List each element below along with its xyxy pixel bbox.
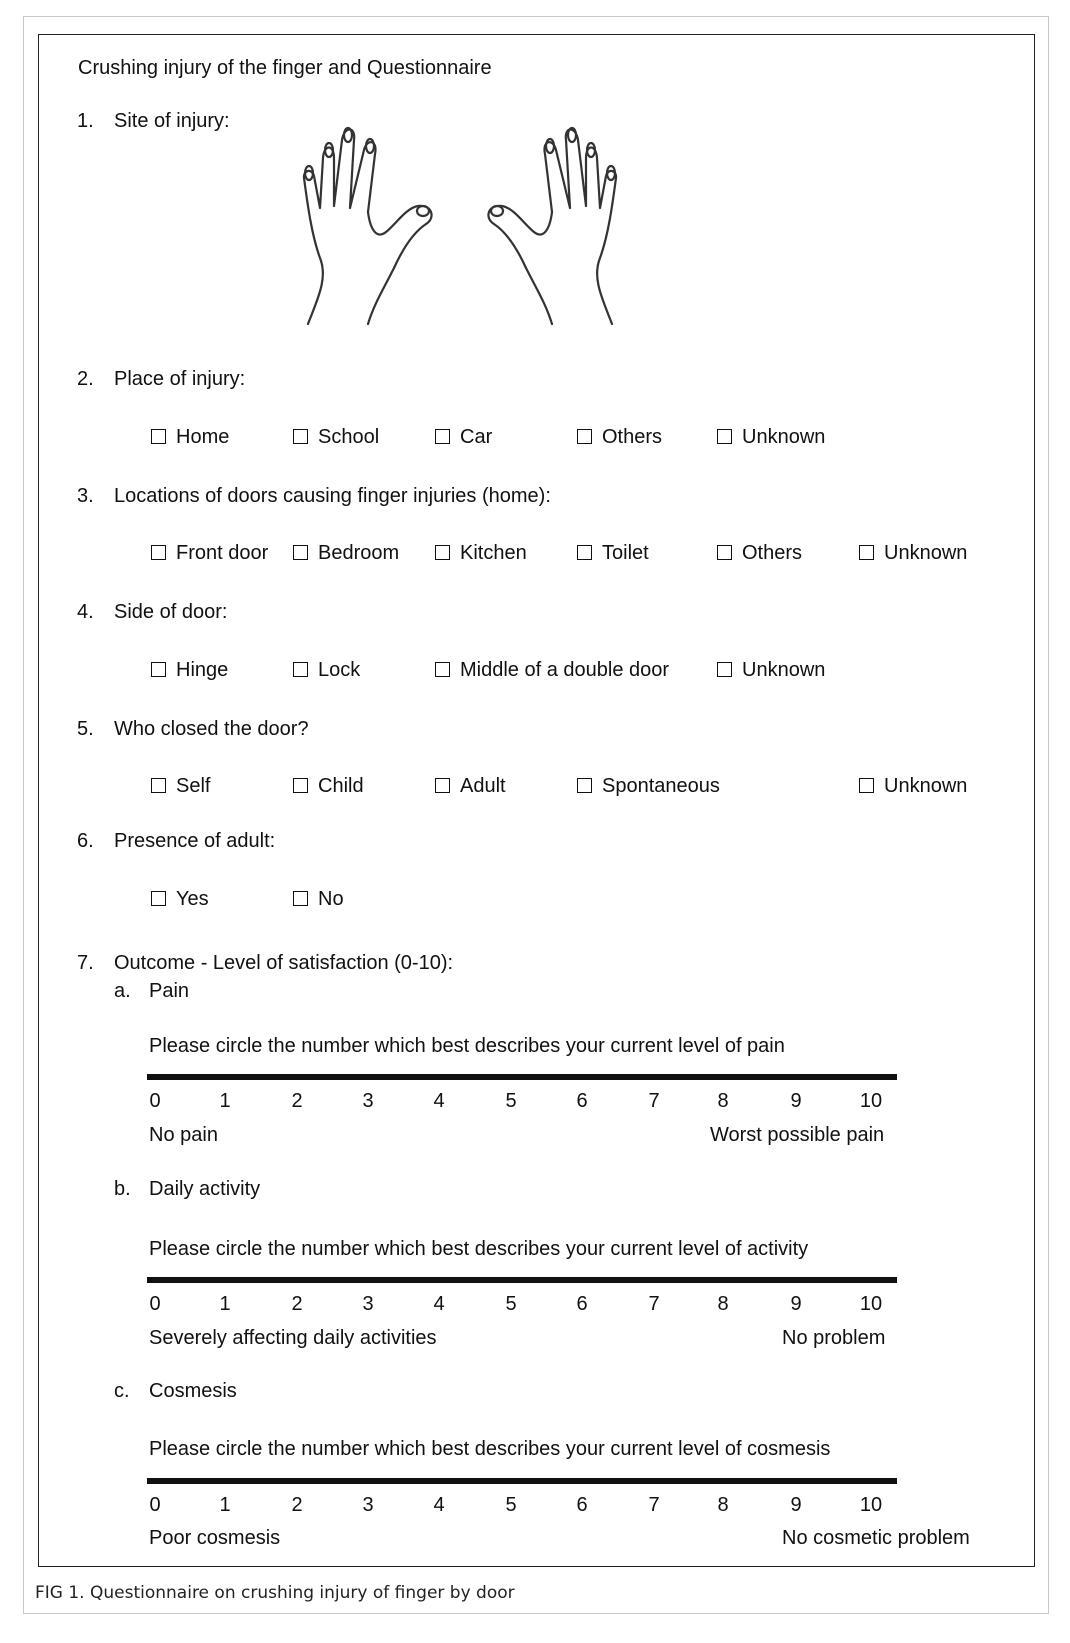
scale-number[interactable]: 7 [648,1090,660,1112]
scale-number[interactable]: 2 [291,1293,303,1315]
checkbox-icon[interactable] [435,662,450,677]
checkbox-icon[interactable] [435,778,450,793]
checkbox-icon[interactable] [151,662,166,677]
scale-number[interactable]: 4 [433,1494,445,1516]
checkbox-option[interactable]: Self [151,774,210,798]
scale-number[interactable]: 8 [717,1494,729,1516]
checkbox-option[interactable]: Home [151,425,229,449]
scale-number[interactable]: 9 [790,1494,802,1516]
scale-number[interactable]: 2 [291,1494,303,1516]
cosmesis-instruction: Please circle the number which best describes your current level of cosmesis [149,1438,831,1460]
question-number: 2. [77,368,94,390]
question-number: 3. [77,485,94,507]
subquestion-pain: Pain [149,980,190,1002]
scale-number[interactable]: 10 [859,1090,883,1112]
hands-diagram[interactable] [268,108,653,348]
pain-high-label: Worst possible pain [710,1124,885,1146]
checkbox-option[interactable]: School [293,425,379,449]
scale-number[interactable]: 1 [219,1293,231,1315]
checkbox-icon[interactable] [577,545,592,560]
checkbox-icon[interactable] [151,545,166,560]
checkbox-icon[interactable] [151,429,166,444]
pain-scale-bar [147,1074,897,1080]
checkbox-icon[interactable] [293,429,308,444]
scale-number[interactable]: 0 [149,1494,161,1516]
scale-number[interactable]: 5 [505,1293,517,1315]
checkbox-icon[interactable] [435,429,450,444]
question-outcome: Outcome - Level of satisfaction (0-10): [114,952,454,974]
question-presence-of-adult: Presence of adult: [114,830,276,852]
checkbox-icon[interactable] [435,545,450,560]
checkbox-icon[interactable] [717,429,732,444]
scale-number[interactable]: 8 [717,1090,729,1112]
question-number: 1. [77,110,94,132]
checkbox-icon[interactable] [151,778,166,793]
activity-scale-bar [147,1277,897,1283]
cosmesis-high-label: No cosmetic problem [782,1527,970,1549]
figure-caption: FIG 1. Questionnaire on crushing injury of finger by door [35,1583,515,1603]
question-place-of-injury: Place of injury: [114,368,246,390]
checkbox-option[interactable]: Child [293,774,364,798]
checkbox-icon[interactable] [859,545,874,560]
subquestion-letter: a. [114,980,131,1002]
scale-number[interactable]: 5 [505,1494,517,1516]
checkbox-option[interactable]: Kitchen [435,541,527,565]
checkbox-option[interactable]: Unknown [859,774,967,798]
left-hand-icon [304,128,432,324]
scale-number[interactable]: 7 [648,1293,660,1315]
checkbox-icon[interactable] [151,891,166,906]
questionnaire-title: Crushing injury of the finger and Questionnaire [78,57,492,79]
checkbox-option[interactable]: Unknown [859,541,967,565]
activity-instruction: Please circle the number which best describes your current level of activity [149,1238,809,1260]
scale-number[interactable]: 3 [362,1090,374,1112]
checkbox-option[interactable]: Others [717,541,802,565]
checkbox-option[interactable]: Toilet [577,541,649,565]
question-site-of-injury: Site of injury: [114,110,230,132]
activity-high-label: No problem [782,1327,886,1349]
scale-number[interactable]: 6 [576,1293,588,1315]
question-side-of-door: Side of door: [114,601,228,623]
right-hand-icon [488,128,616,324]
scale-number[interactable]: 3 [362,1293,374,1315]
pain-low-label: No pain [149,1124,218,1146]
checkbox-icon[interactable] [293,778,308,793]
checkbox-option[interactable]: Front door [151,541,268,565]
scale-number[interactable]: 1 [219,1494,231,1516]
scale-number[interactable]: 7 [648,1494,660,1516]
checkbox-option[interactable]: Others [577,425,662,449]
scale-number[interactable]: 4 [433,1090,445,1112]
cosmesis-low-label: Poor cosmesis [149,1527,281,1549]
checkbox-icon[interactable] [577,429,592,444]
checkbox-icon[interactable] [293,662,308,677]
checkbox-icon[interactable] [717,662,732,677]
checkbox-option[interactable]: Adult [435,774,506,798]
checkbox-icon[interactable] [293,891,308,906]
scale-number[interactable]: 8 [717,1293,729,1315]
scale-number[interactable]: 10 [859,1293,883,1315]
question-number: 5. [77,718,94,740]
question-number: 4. [77,601,94,623]
scale-number[interactable]: 9 [790,1293,802,1315]
subquestion-daily-activity: Daily activity [149,1178,261,1200]
activity-low-label: Severely affecting daily activities [149,1327,437,1349]
scale-number[interactable]: 1 [219,1090,231,1112]
pain-instruction: Please circle the number which best describes your current level of pain [149,1035,785,1057]
scale-number[interactable]: 10 [859,1494,883,1516]
checkbox-option[interactable]: Yes [151,887,209,911]
checkbox-option[interactable]: Car [435,425,492,449]
scale-number[interactable]: 9 [790,1090,802,1112]
checkbox-option[interactable]: Bedroom [293,541,399,565]
checkbox-icon[interactable] [859,778,874,793]
checkbox-icon[interactable] [577,778,592,793]
question-who-closed-door: Who closed the door? [114,718,309,740]
subquestion-cosmesis: Cosmesis [149,1380,237,1402]
question-number: 7. [77,952,94,974]
scale-number[interactable]: 6 [576,1090,588,1112]
checkbox-option[interactable]: Unknown [717,658,825,682]
question-door-locations: Locations of doors causing finger injuries (home): [114,485,551,507]
subquestion-letter: c. [114,1380,130,1402]
subquestion-letter: b. [114,1178,131,1200]
checkbox-icon[interactable] [717,545,732,560]
scale-number[interactable]: 0 [149,1090,161,1112]
scale-number[interactable]: 6 [576,1494,588,1516]
question-number: 6. [77,830,94,852]
checkbox-option[interactable]: Middle of a double door [435,658,669,682]
cosmesis-scale-bar [147,1478,897,1484]
scale-number[interactable]: 3 [362,1494,374,1516]
checkbox-option[interactable]: Lock [293,658,360,682]
checkbox-option[interactable]: Spontaneous [577,774,720,798]
checkbox-option[interactable]: Hinge [151,658,228,682]
checkbox-icon[interactable] [293,545,308,560]
scale-number[interactable]: 2 [291,1090,303,1112]
scale-number[interactable]: 0 [149,1293,161,1315]
scale-number[interactable]: 5 [505,1090,517,1112]
checkbox-option[interactable]: No [293,887,344,911]
checkbox-option[interactable]: Unknown [717,425,825,449]
scale-number[interactable]: 4 [433,1293,445,1315]
